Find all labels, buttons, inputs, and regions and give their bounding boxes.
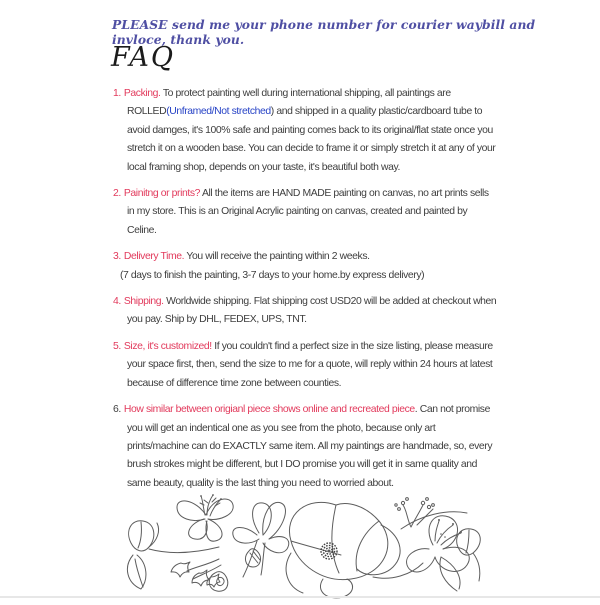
flower-line-art (111, 493, 489, 605)
faq-item (113, 248, 497, 285)
bottom-divider (0, 596, 600, 598)
faq-item-number: 5. (113, 340, 121, 352)
faq-item-text: You will receive the painting within 2 weeks. (184, 251, 370, 263)
inline-link-text: (Unframed/Not stretched (166, 106, 271, 118)
faq-item-text: All the items are HAND MADE painting on canvas, no art prints sells in my store. This is an Original Acrylic painting on canvas, created and painted by Celine. (127, 188, 489, 236)
faq-list (113, 85, 497, 493)
page-title: FAQ (111, 42, 176, 73)
faq-item-heading: How similar between origianl piece shows online and recreated piece (123, 404, 415, 416)
faq-item (113, 401, 497, 493)
faq-item-subline: (7 days to finish the painting, 3-7 days to your home.by express delivery) (120, 269, 425, 281)
header-note: PLEASE send me your phone number for courier waybill and invloce, thank you. (112, 17, 536, 47)
faq-item-text: To protect painting well during international shipping, all paintings are ROLLED (127, 88, 451, 118)
faq-item-text: If you couldn't find a perfect size in the size listing, please measure your space first, then, send the size to me for a quote, will reply within 24 hours at latest because of difference time zone between counties. (127, 340, 493, 389)
faq-item (113, 85, 497, 177)
faq-item-heading: Size, it's customized! (123, 340, 212, 352)
faq-item-heading: Packing. (123, 88, 161, 99)
faq-item-heading: Delivery Time. (123, 251, 185, 263)
faq-item (113, 338, 497, 393)
faq-item-number: 2. (113, 188, 121, 200)
faq-item-text: Worldwide shipping. Flat shipping cost USD20 will be added at checkout when you pay. Ship by DHL, FEDEX, UPS, TNT. (127, 296, 497, 326)
faq-item-number: 3. (113, 251, 121, 263)
faq-item-number: 4. (113, 296, 121, 308)
faq-item (113, 185, 497, 240)
faq-content (113, 85, 497, 605)
faq-item-number: 1. (113, 88, 121, 99)
faq-item-text: ) and shipped in a quality plastic/cardboard tube to avoid damges, it's 100% safe and painting comes back to its original/flat state once you stretch it on a wooden base. You can decide to frame it or simply stretch it at any of your local framing shop, depends on your taste, it's beautiful both way. (127, 106, 496, 173)
faq-item (113, 293, 497, 330)
faq-item-text: . Can not promise you will get an indentical one as you see from the photo, because only art prints/machine can do EXACTLY same item. All my paintings are handmade, so, every brush strokes might be different, but I DO promise you will get it in same quality and same beauty, quality is the last thing you need to worried about. (127, 404, 493, 489)
faq-item-heading: Painitng or prints? (123, 188, 201, 200)
faq-item-heading: Shipping. (123, 296, 164, 308)
faq-item-number: 6. (113, 404, 121, 416)
